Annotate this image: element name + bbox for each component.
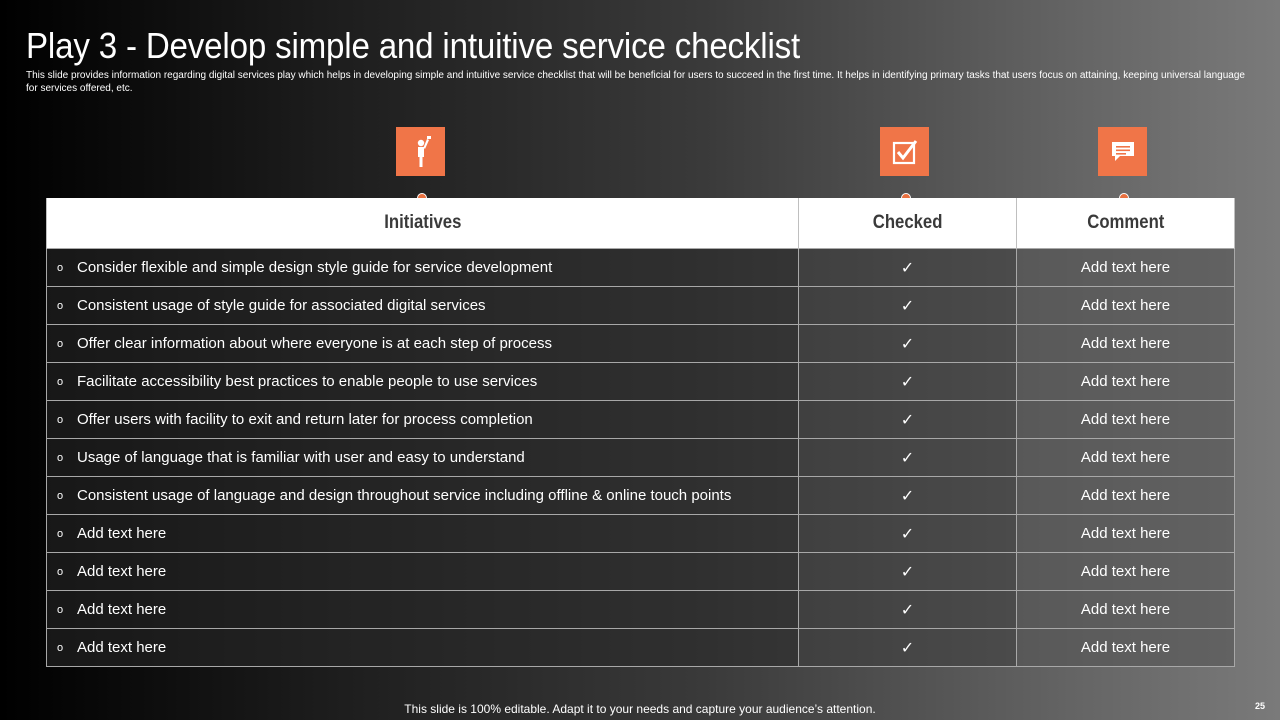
checked-icon-box xyxy=(880,127,929,176)
checkbox-icon xyxy=(892,139,918,165)
table-row xyxy=(47,477,1235,515)
header-initiatives: Initiatives xyxy=(47,198,799,249)
header-comment: Comment xyxy=(1017,198,1235,249)
initiative-text: Add text here xyxy=(77,639,167,656)
comment-icon-box xyxy=(1098,127,1147,176)
comment-cell: Add text here xyxy=(1017,515,1235,553)
service-checklist-table xyxy=(46,198,1235,667)
slide-subtitle: This slide provides information regarding digital services play which helps in developing simple and intuitive service checklist that will be beneficial for users to succeed in the first time. It helps in identifying primary tasks that users focus on attaining, keeping universal language for services offered, etc. xyxy=(26,70,1245,94)
initiative-cell xyxy=(47,249,799,287)
speech-bubble-icon xyxy=(1110,140,1136,164)
checkmark-icon: ✓ xyxy=(900,639,915,657)
initiative-cell xyxy=(47,401,799,439)
checkmark-icon: ✓ xyxy=(900,601,915,619)
initiative-text: Consider flexible and simple design style guide for service development xyxy=(77,259,553,276)
initiative-text: Offer users with facility to exit and return later for process completion xyxy=(77,411,533,428)
comment-cell: Add text here xyxy=(1017,591,1235,629)
table-row xyxy=(47,401,1235,439)
checkmark-icon: ✓ xyxy=(900,297,915,315)
checked-cell xyxy=(799,401,1017,439)
table-row xyxy=(47,363,1235,401)
checked-cell xyxy=(799,591,1017,629)
bullet-icon: o xyxy=(57,338,64,351)
initiative-text: Offer clear information about where everyone is at each step of process xyxy=(77,335,552,352)
comment-cell: Add text here xyxy=(1017,287,1235,325)
slide-number: 25 xyxy=(1254,701,1265,711)
bullet-icon: o xyxy=(57,604,64,617)
bullet-icon: o xyxy=(57,642,64,655)
checkmark-icon: ✓ xyxy=(900,449,915,467)
initiatives-icon-box xyxy=(396,127,445,176)
initiative-text: Add text here xyxy=(77,601,167,618)
table-row xyxy=(47,553,1235,591)
checkmark-icon: ✓ xyxy=(900,525,915,543)
initiative-cell xyxy=(47,629,799,667)
table-row xyxy=(47,629,1235,667)
checkmark-icon: ✓ xyxy=(900,411,915,429)
footer-note: This slide is 100% editable. Adapt it to your needs and capture your audience’s attention. xyxy=(404,702,876,716)
initiative-cell xyxy=(47,553,799,591)
initiative-text: Add text here xyxy=(77,525,167,542)
initiative-text: Add text here xyxy=(77,563,167,580)
initiative-cell xyxy=(47,363,799,401)
comment-cell: Add text here xyxy=(1017,477,1235,515)
checked-cell xyxy=(799,439,1017,477)
checked-cell xyxy=(799,629,1017,667)
checked-cell xyxy=(799,249,1017,287)
table-row xyxy=(47,325,1235,363)
comment-cell: Add text here xyxy=(1017,249,1235,287)
table-row xyxy=(47,591,1235,629)
bullet-icon: o xyxy=(57,566,64,579)
initiative-cell xyxy=(47,287,799,325)
table-row xyxy=(47,287,1235,325)
table-row xyxy=(47,439,1235,477)
bullet-icon: o xyxy=(57,452,64,465)
table-row xyxy=(47,515,1235,553)
initiative-cell xyxy=(47,439,799,477)
initiative-text: Usage of language that is familiar with user and easy to understand xyxy=(77,449,525,466)
slide-title: Play 3 - Develop simple and intuitive service checklist xyxy=(26,25,801,66)
checked-cell xyxy=(799,363,1017,401)
initiative-text: Consistent usage of language and design throughout service including offline & online touch points xyxy=(77,487,732,504)
checkmark-icon: ✓ xyxy=(900,373,915,391)
checkmark-icon: ✓ xyxy=(900,563,915,581)
checkmark-icon: ✓ xyxy=(900,259,915,277)
comment-cell: Add text here xyxy=(1017,401,1235,439)
person-raising-hand-icon xyxy=(407,135,435,169)
initiative-cell xyxy=(47,325,799,363)
checked-cell xyxy=(799,515,1017,553)
bullet-icon: o xyxy=(57,490,64,503)
bullet-icon: o xyxy=(57,528,64,541)
bullet-icon: o xyxy=(57,376,64,389)
initiative-text: Consistent usage of style guide for associated digital services xyxy=(77,297,486,314)
initiative-cell xyxy=(47,515,799,553)
comment-cell: Add text here xyxy=(1017,439,1235,477)
checkmark-icon: ✓ xyxy=(900,487,915,505)
initiative-cell xyxy=(47,591,799,629)
comment-cell: Add text here xyxy=(1017,363,1235,401)
initiative-cell xyxy=(47,477,799,515)
checked-cell xyxy=(799,553,1017,591)
comment-cell: Add text here xyxy=(1017,325,1235,363)
checked-cell xyxy=(799,287,1017,325)
bullet-icon: o xyxy=(57,262,64,275)
checked-cell xyxy=(799,325,1017,363)
comment-cell: Add text here xyxy=(1017,553,1235,591)
bullet-icon: o xyxy=(57,414,64,427)
header-checked: Checked xyxy=(799,198,1017,249)
table-header-row xyxy=(47,198,1235,249)
checkmark-icon: ✓ xyxy=(900,335,915,353)
comment-cell: Add text here xyxy=(1017,629,1235,667)
bullet-icon: o xyxy=(57,300,64,313)
initiative-text: Facilitate accessibility best practices to enable people to use services xyxy=(77,373,538,390)
checked-cell xyxy=(799,477,1017,515)
table-row xyxy=(47,249,1235,287)
